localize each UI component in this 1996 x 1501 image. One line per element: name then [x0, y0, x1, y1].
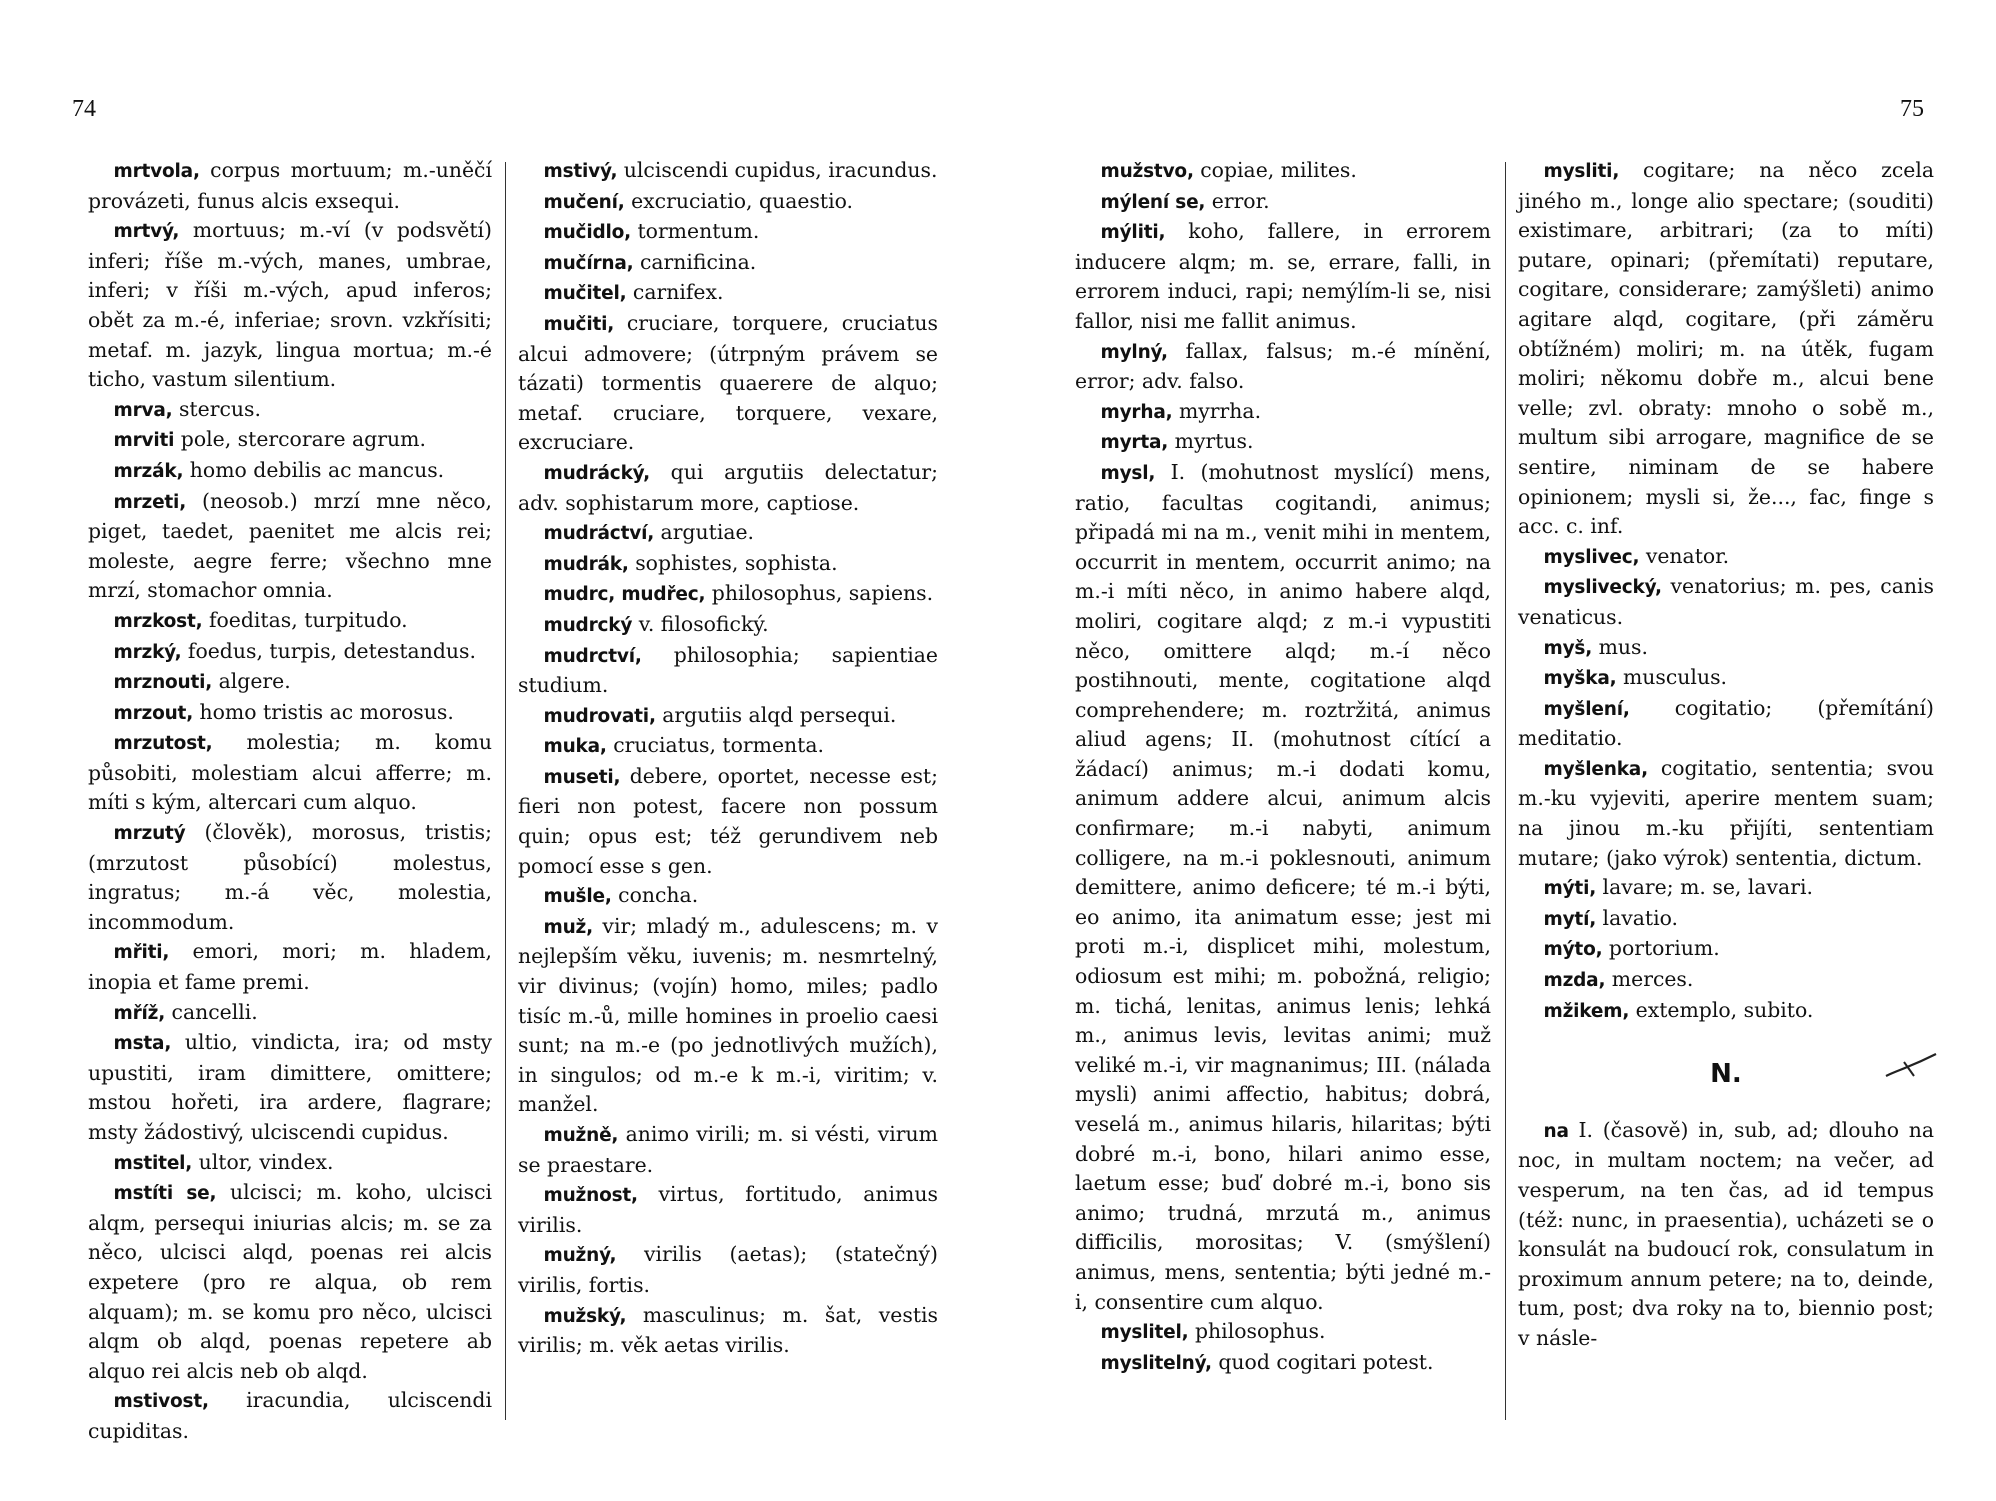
entry-definition: argutiae.	[660, 520, 755, 545]
dictionary-entry	[518, 701, 938, 732]
entry-definition: error.	[1211, 188, 1270, 213]
dictionary-entry	[88, 818, 492, 937]
dictionary-entry	[88, 698, 492, 729]
entry-definition: cruciatus, tormenta.	[613, 733, 824, 758]
entry-definition: extemplo, subito.	[1635, 997, 1814, 1022]
entry-definition: (neosob.) mrzí mne něco, piget, taedet, paenitet me alcis rei; moleste, aegre ferre; všechno mne mrzí, stomachor omnia.	[88, 488, 492, 603]
entry-headword: mrzout,	[113, 702, 194, 724]
entry-headword: mrtvola,	[113, 161, 200, 182]
entry-definition: ultor, vindex.	[198, 1149, 334, 1174]
entry-headword: mysl,	[1100, 462, 1156, 484]
entry-headword: mýliti,	[1100, 222, 1166, 244]
entry-definition: vir; mladý m., adulescens; m. v nejlepším věku, iuvenis; m. nesmrtelný, vir divinus; (vojín) homo, miles; padlo tisíc m.-ů, mille homines in proelio caesi sunt; na m.-e (po jednotlivých mužích), in singulos; od m.-e k m.-i, viritim; v. manžel.	[518, 913, 938, 1117]
entry-headword: mýto,	[1543, 939, 1603, 961]
entry-headword: mrtvý,	[113, 221, 180, 243]
entry-headword: muka,	[543, 736, 607, 758]
entry-definition: mus.	[1598, 634, 1648, 659]
entry-headword: myslivec,	[1543, 546, 1640, 568]
dictionary-entry	[88, 667, 492, 698]
entry-headword: mužnost,	[543, 1185, 638, 1207]
entry-headword: mučitel,	[543, 283, 627, 305]
column-divider-right	[1505, 162, 1506, 1420]
dictionary-entry	[88, 1028, 492, 1147]
entry-headword: msta,	[113, 1033, 172, 1055]
entry-headword: mudrácký,	[543, 462, 650, 484]
entry-definition: algere.	[218, 669, 291, 694]
entry-definition: excruciatio, quaestio.	[631, 188, 854, 213]
dictionary-entry	[88, 637, 492, 668]
entry-definition: foeditas, turpitudo.	[208, 607, 408, 632]
entry-definition: I. (mohutnost myslící) mens, ratio, facultas cogitandi, animus; připadá mi na m., venit mihi in mentem, occurrit in mentem, occurrit animo; na m.-i míti něco, in animo habere alqd, moliri, cogitare alqd; z m.-i vypustiti něco, omittere alqd; m.-í něco postihnouti, mente, cogitatione alqd comprehendere; m. roztržitá, animus aliud agens; II. (mohutnost cítící a žádací) animus; m.-i dodati komu, animum addere alcui, animum alcis confirmare; m.-i nabyti, animum colligere, na m.-i poklesnouti, animum demittere, animo deficere; té m.-i býti, eo animo, ita animatum esse; jest mi proti m.-i, displicet mihi, molestum, odiosum est mihi; m. pobožná, religio; m. tichá, lenitas, animus lenis; lehká m., animus levis, levitas animi; muž veliké m.-i, vir magnanimus; III. (nálada mysli) animi affectio, habitus; dobrá, veselá m., animus hilaris, hilaritas; býti dobré m.-i, bono, hilari animo esse, laetum esse; buď dobré m.-i, bono sis animo; trudná, mrzutá m., animus difficilis, morositas; V. (smýšlení) animus, mens, sententia; býti jedné m.-i, consentire cum alquo.	[1075, 459, 1492, 1314]
entry-definition: philosophia; sapientiae studium.	[518, 642, 939, 698]
entry-definition: lavatio.	[1602, 905, 1679, 930]
entry-definition: cogitatio, sententia; svou m.-ku vyjeviti, aperire mentem suam; na jinou m.-ku přijíti, sententiam mutare; (jako výrok) sententia, dictum.	[1518, 755, 1935, 870]
dictionary-entry	[88, 1178, 492, 1386]
entry-definition: virilis (aetas); (statečný) virilis, fortis.	[518, 1242, 938, 1297]
entry-headword: mudrc, mudřec,	[543, 584, 706, 606]
entry-definition: concha.	[618, 883, 699, 908]
entry-headword: mužstvo,	[1100, 161, 1194, 182]
entry-definition: masculinus; m. šat, vestis virilis; m. věk aetas virilis.	[518, 1302, 938, 1358]
entry-definition: pole, stercorare agrum.	[180, 427, 426, 452]
entry-headword: mrznouti,	[113, 672, 213, 694]
entry-definition: qui argutiis delectatur; adv. sophistarum more, captiose.	[518, 459, 938, 515]
entry-headword: mučiti,	[543, 313, 615, 335]
entry-headword: mrzkost,	[113, 610, 203, 632]
dictionary-entry	[518, 458, 938, 518]
dictionary-entry	[518, 217, 938, 248]
entry-definition: (člověk), morosus, tristis; (mrzutost působící) molestus, ingratus; m.-á věc, molestia, incommodum.	[88, 820, 493, 934]
entry-headword: mstivý,	[543, 161, 618, 182]
entry-definition: sophistes, sophista.	[635, 550, 838, 575]
entry-headword: myška,	[1543, 668, 1617, 690]
entry-headword: mrzký,	[113, 641, 182, 663]
entry-headword: museti,	[543, 766, 621, 788]
dictionary-entry	[1518, 904, 1934, 935]
dictionary-entry	[518, 641, 938, 701]
entry-headword: mzda,	[1543, 970, 1606, 992]
dictionary-entry	[518, 278, 938, 309]
entry-definition: cogitatio; (přemítání) meditatio.	[1518, 695, 1934, 751]
entry-headword: mučírna,	[543, 252, 634, 274]
dictionary-entry	[88, 728, 492, 818]
column-4	[1518, 156, 1934, 1354]
entry-definition: cogitare; na něco zcela jiného m., longe alio spectare; (souditi) existimare, arbitrari; (za to míti) putare, opinari; (přemítati) reputare, cogitare, considerare; zamýšleti) animo agitare alqd, cogitare, (při záměru obtížném) moliri; m. na útěk, fugam moliri; někomu dobře m., alcui bene velle; zvl. obraty: mnoho o sobě m., multum sibi arrogare, magnifice de se sentire, niminam de se habere opinionem; mysli si, že..., fac, finge s acc. c. inf.	[1518, 158, 1935, 539]
pencil-mark-icon	[1884, 1052, 1938, 1080]
entry-headword: mstitel,	[113, 1152, 193, 1174]
entry-headword: myrha,	[1100, 401, 1173, 423]
dictionary-entry	[88, 937, 492, 997]
dictionary-entry	[1518, 934, 1934, 965]
entry-definition: homo debilis ac mancus.	[189, 457, 445, 482]
entry-definition: emori, mori; m. hladem, inopia et fame premi.	[88, 939, 492, 995]
dictionary-entry	[518, 1301, 938, 1361]
entry-headword: mysliti,	[1543, 161, 1620, 182]
dictionary-entry	[518, 579, 938, 610]
entry-headword: mrva,	[113, 399, 173, 421]
entry-definition: venator.	[1645, 543, 1730, 568]
entry-headword: mříž,	[113, 1002, 166, 1024]
entry-headword: mrzutý	[113, 823, 186, 845]
entry-definition: merces.	[1611, 967, 1694, 992]
entry-definition: animo virili; m. si vésti, virum se praestare.	[518, 1122, 938, 1177]
dictionary-entry	[518, 309, 938, 458]
entry-headword: myslitel,	[1100, 1322, 1189, 1344]
entry-definition: foedus, turpis, detestandus.	[187, 638, 476, 663]
dictionary-entry	[1075, 427, 1491, 458]
entry-definition: lavare; m. se, lavari.	[1602, 875, 1813, 900]
dictionary-entry	[1518, 1116, 1934, 1354]
entry-headword: mudrovati,	[543, 705, 656, 727]
dictionary-entry	[1518, 996, 1934, 1027]
entry-headword: mytí,	[1543, 908, 1597, 930]
column-1	[88, 156, 492, 1447]
dictionary-entry	[1518, 542, 1934, 573]
entry-definition: iracundia, ulciscendi cupiditas.	[88, 1388, 492, 1443]
dictionary-entry	[518, 1120, 938, 1180]
entry-headword: mužný,	[543, 1245, 617, 1267]
entry-definition: fallax, falsus; m.-é mínění, error; adv. falso.	[1075, 338, 1491, 394]
entry-headword: myrta,	[1100, 432, 1169, 454]
entry-headword: na	[1543, 1120, 1569, 1142]
entry-headword: mýti,	[1543, 878, 1597, 900]
dictionary-entry	[1518, 663, 1934, 694]
entry-headword: mýlení se,	[1100, 191, 1206, 213]
dictionary-entry	[518, 248, 938, 279]
dictionary-entry	[518, 187, 938, 218]
dictionary-entry	[1518, 754, 1934, 873]
entry-headword: mstivost,	[113, 1391, 209, 1413]
dictionary-entry	[518, 731, 938, 762]
dictionary-entry	[518, 1240, 938, 1300]
entry-definition: I. (časově) in, sub, ad; dlouho na noc, in multam noctem; na večer, ad vesperum, na ten čas, ad id tempus (též: nunc, in praesentia), ucházeti se o konsulát na budoucí rok, consulatum in proximum annum petere; na to, deinde, tum, post; dva roky na to, biennio post; v násle-	[1518, 1117, 1934, 1350]
entry-headword: mrviti	[113, 430, 175, 452]
dictionary-entry	[1075, 397, 1491, 428]
entry-headword: myšlenka,	[1543, 758, 1648, 780]
dictionary-entry	[518, 762, 938, 881]
entry-headword: mžikem,	[1543, 1000, 1630, 1022]
entry-headword: myslivecký,	[1543, 577, 1662, 599]
letter-heading: N.	[1710, 1059, 1742, 1090]
dictionary-entry	[88, 156, 492, 216]
dictionary-entry	[88, 606, 492, 637]
entry-definition: venatorius; m. pes, canis venaticus.	[1518, 574, 1934, 629]
entry-definition: philosophus.	[1194, 1319, 1326, 1344]
entry-headword: mrzutost,	[113, 733, 213, 755]
dictionary-entry	[1075, 458, 1491, 1317]
entry-definition: corpus mortuum; m.-uněčí provázeti, funus alcis exsequi.	[88, 158, 492, 213]
dictionary-entry	[518, 518, 938, 549]
column-divider-left	[505, 162, 506, 1420]
entry-headword: mudrctví,	[543, 645, 642, 667]
column-3	[1075, 156, 1491, 1378]
dictionary-entry	[1518, 694, 1934, 754]
entry-definition: myrtus.	[1174, 429, 1254, 454]
dictionary-entry	[88, 1386, 492, 1446]
dictionary-entry	[1075, 337, 1491, 397]
entry-definition: musculus.	[1622, 665, 1728, 690]
entry-definition: stercus.	[178, 396, 261, 421]
dictionary-entry	[1518, 965, 1934, 996]
entry-definition: cancelli.	[171, 999, 258, 1024]
dictionary-entry	[1518, 633, 1934, 664]
dictionary-entry	[518, 1180, 938, 1240]
entry-definition: v. filosofický.	[638, 611, 769, 636]
dictionary-entry	[518, 549, 938, 580]
entry-definition: virtus, fortitudo, animus virilis.	[518, 1182, 938, 1237]
dictionary-entry	[1075, 156, 1491, 187]
dictionary-entry	[88, 487, 492, 606]
column-2	[518, 156, 938, 1361]
dictionary-entry	[518, 156, 938, 187]
entry-definition: molestia; m. komu působiti, molestiam alcui afferre; m. míti s kým, altercari cum alquo.	[88, 730, 492, 815]
entry-definition: quod cogitari potest.	[1218, 1349, 1434, 1374]
entry-headword: mužský,	[543, 1305, 627, 1327]
dictionary-entry	[1518, 572, 1934, 632]
entry-headword: mudrák,	[543, 553, 629, 575]
entry-headword: myšlení,	[1543, 698, 1630, 720]
entry-definition: copiae, milites.	[1200, 158, 1357, 182]
entry-definition: tormentum.	[637, 219, 760, 244]
dictionary-entry	[518, 912, 938, 1120]
entry-headword: mřiti,	[113, 942, 170, 964]
entry-headword: mudrcký	[543, 614, 633, 636]
dictionary-entry	[88, 395, 492, 426]
entry-headword: mučidlo,	[543, 222, 631, 244]
entry-definition: debere, oportet, necesse est; fieri non potest, facere non possum quin; opus est; též gerundivem neb pomocí esse s gen.	[518, 763, 938, 878]
page-number-left: 74	[72, 96, 96, 122]
entry-definition: myrrha.	[1178, 398, 1262, 423]
entry-definition: cruciare, torquere, cruciatus alcui admovere; (útrpným právem se tázati) tormentis quaerere de alquo; metaf. cruciare, torquere, vexare, excruciare.	[518, 310, 938, 455]
dictionary-entry	[518, 610, 938, 641]
entry-definition: ultio, vindicta, ira; od msty upustiti, iram dimittere, omittere; mstou hořeti, ira ardere, flagrare; msty žádostivý, ulciscendi cupidus.	[88, 1030, 492, 1144]
entry-definition: koho, fallere, in errorem inducere alqm; m. se, errare, falli, in errorem induci, rapi; nemýlím-li se, nisi fallor, nisi me fallit animus.	[1075, 219, 1492, 333]
dictionary-entry	[88, 216, 492, 395]
entry-headword: mučení,	[543, 191, 625, 213]
entry-definition: ulciscendi cupidus, iracundus.	[623, 158, 938, 182]
entry-headword: mylný,	[1100, 341, 1168, 363]
dictionary-entry	[88, 1148, 492, 1179]
dictionary-entry	[1075, 217, 1491, 336]
page-number-right: 75	[1900, 96, 1924, 122]
entry-definition: ulcisci; m. koho, ulcisci alqm, persequi iniurias alcis; m. se za něco, ulcisci alqd, poenas rei alcis expetere (pro re alqua, ob rem alquam); m. se komu pro něco, ulcisci alqm ob alqd, poenas repetere ab alquo rei alcis neb ob alqd.	[88, 1180, 493, 1383]
entry-headword: mužně,	[543, 1125, 619, 1146]
entry-headword: mstíti se,	[113, 1183, 217, 1205]
entry-headword: muž,	[543, 916, 593, 938]
dictionary-entry	[88, 425, 492, 456]
entry-definition: argutiis alqd persequi.	[662, 702, 897, 727]
dictionary-entry	[1518, 156, 1934, 542]
entry-definition: carnifex.	[632, 280, 724, 305]
entry-headword: mušle,	[543, 886, 612, 908]
entry-headword: mudráctví,	[543, 523, 655, 545]
dictionary-entry	[1075, 187, 1491, 218]
dictionary-entry	[1075, 1317, 1491, 1348]
entry-headword: myslitelný,	[1100, 1352, 1212, 1374]
dictionary-entry	[518, 881, 938, 912]
entry-definition: portorium.	[1608, 936, 1720, 961]
entry-definition: carnificina.	[639, 249, 757, 274]
entry-headword: mrzák,	[113, 460, 184, 482]
entry-definition: mortuus; m.-ví (v podsvětí) inferi; říše m.-vých, manes, umbrae, inferi; v říši m.-vých, apud inferos; obět za m.-é, inferiae; srovn. vzkřísiti; metaf. m. jazyk, lingua mortua; m.-é ticho, vastum silentium.	[88, 218, 492, 392]
entry-headword: mrzeti,	[113, 491, 187, 513]
dictionary-entry	[1518, 873, 1934, 904]
dictionary-entry	[1075, 1348, 1491, 1379]
entry-definition: philosophus, sapiens.	[711, 581, 934, 606]
letter-section	[1518, 1060, 1934, 1353]
dictionary-entry	[88, 998, 492, 1029]
entry-headword: myš,	[1543, 637, 1593, 659]
entry-definition: homo tristis ac morosus.	[199, 699, 454, 724]
dictionary-entry	[88, 456, 492, 487]
